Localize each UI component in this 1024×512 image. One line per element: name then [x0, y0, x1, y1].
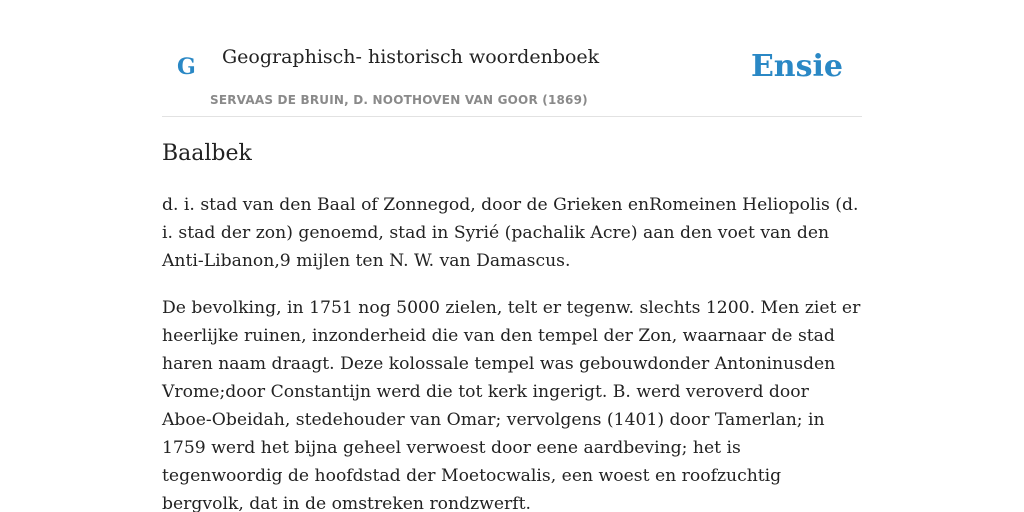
book-author: SERVAAS DE BRUIN, D. NOOTHOVEN VAN GOOR (1869) [210, 93, 588, 107]
entry-paragraph: d. i. stad van den Baal of Zonnegod, door de Grieken enRomeinen Heliopolis (d. i. stad der zon) genoemd, stad in Syrié (pachalik Acre) aan den voet van den Anti-Libanon,9 mijlen ten N. W. van Damascus. [162, 194, 859, 271]
entry-paragraph: De bevolking, in 1751 nog 5000 zielen, telt er tegenw. slechts 1200. Men ziet er heerlijke ruinen, inzonderheid die van den tempel der Zon, waarnaar de stad haren naam draagt. Deze kolossale tempel was gebouwdonder Antoninusden Vrome;door Constantijn werd die tot kerk ingerigt. B. werd veroverd door Aboe-Obeidah, stedehouder van Omar; vervolgens (1401) door Tamerlan; in 1759 werd het bijna geheel verwoest door eene aardbeving; het is tegenwoordig de hoofdstad der Moetocwalis, een woest en roofzuchtig bergvolk, dat in de omstreken rondzwerft. [162, 297, 861, 512]
header [162, 0, 862, 117]
entry-title: Baalbek [162, 141, 252, 166]
entry-content [162, 140, 862, 512]
book-title-link[interactable]: Geographisch- historisch woordenboek [222, 46, 600, 68]
ensie-logo-link[interactable]: Ensie [750, 49, 843, 84]
book-logo-icon[interactable]: G [177, 54, 196, 80]
